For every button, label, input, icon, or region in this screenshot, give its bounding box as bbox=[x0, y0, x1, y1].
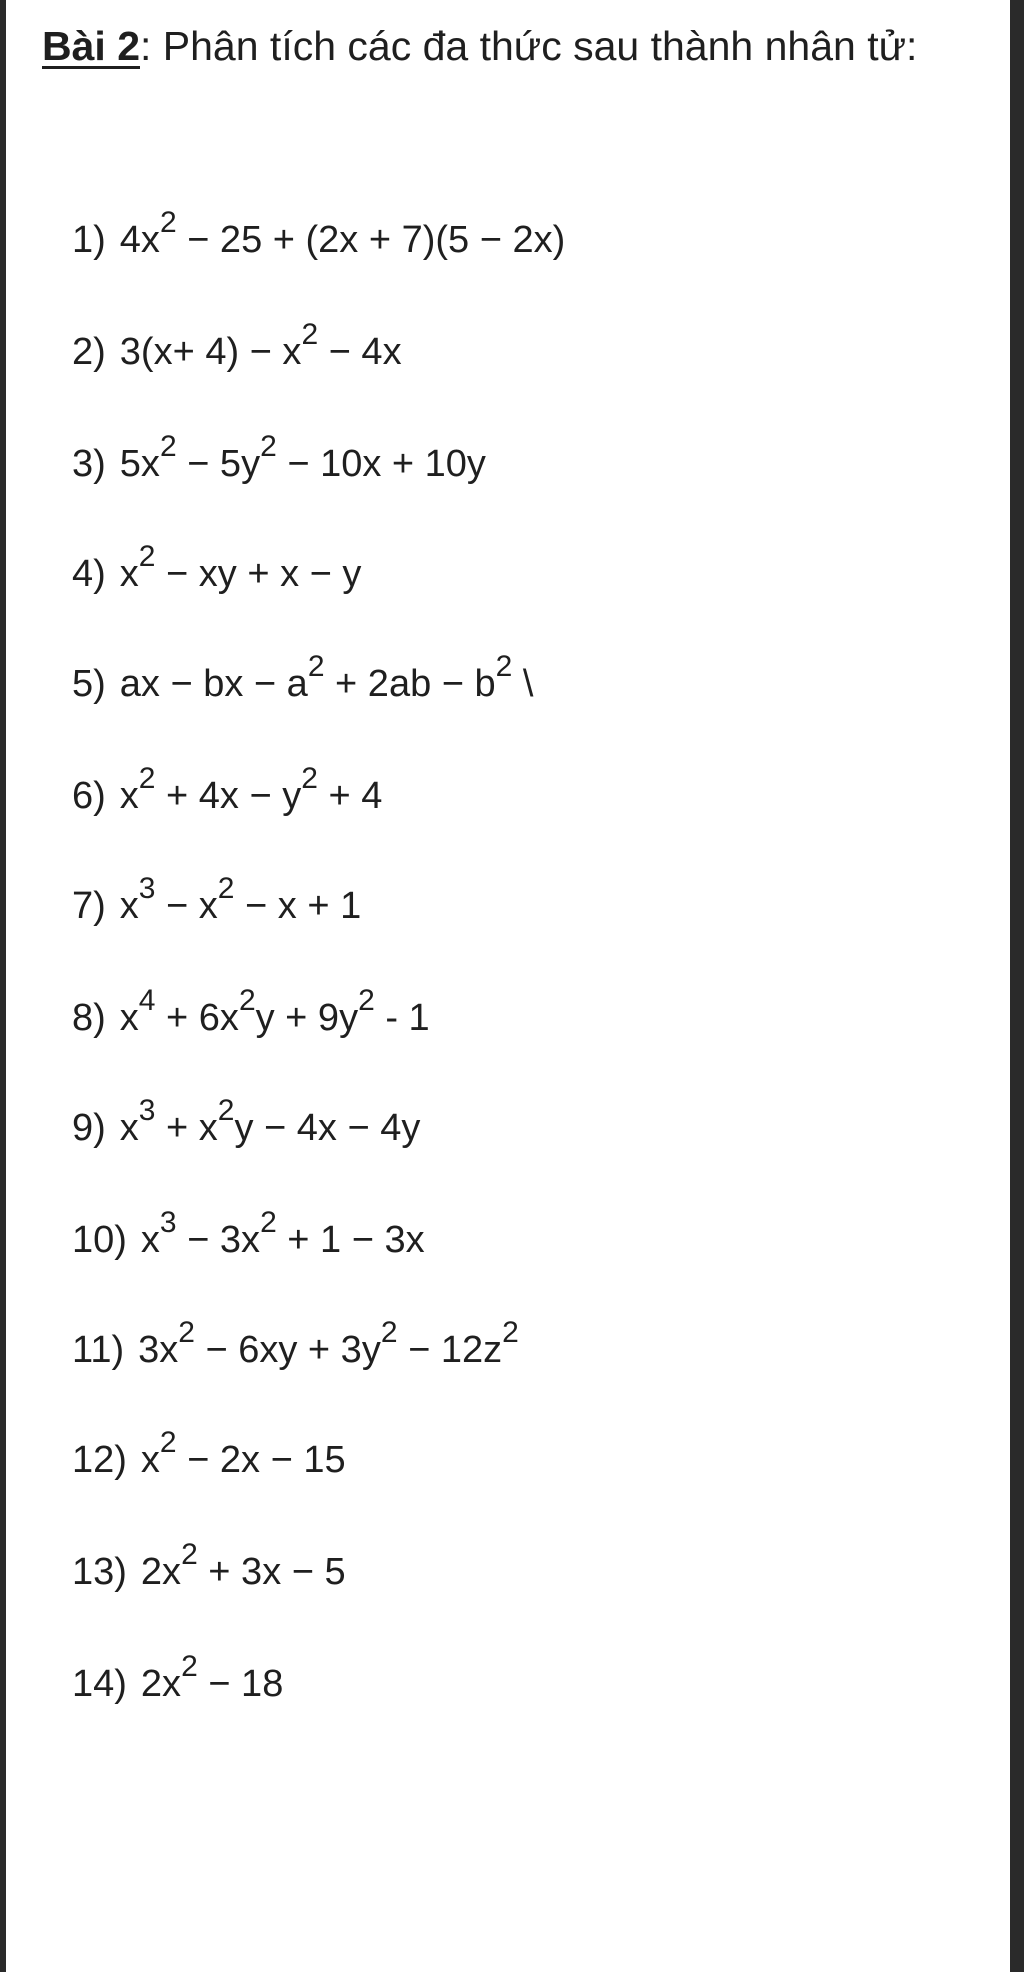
exercise-number: 6) bbox=[72, 775, 106, 817]
exercise-label: Bài 2 bbox=[42, 23, 140, 69]
exercise-expression: $x^3 - 3x^2 + 1 - 3x$ bbox=[140, 1206, 425, 1261]
exercise-number: 12) bbox=[72, 1439, 127, 1481]
exercise-number: 5) bbox=[72, 663, 106, 705]
exercise-expression: $2x^2 + 3x - 5$ bbox=[140, 1538, 346, 1593]
exercise-expression: $5x^2 - 5y^2 - 10x + 10y$ bbox=[119, 430, 486, 485]
exercise-item bbox=[72, 978, 430, 1058]
exercise-expression: $x^4 + 6x^2y + 9y^2 - 1$ bbox=[119, 984, 430, 1039]
exercise-item bbox=[72, 534, 361, 614]
exercise-expression: $x^2$ − xy + x − y bbox=[119, 540, 362, 595]
exercise-item bbox=[72, 312, 402, 392]
exercise-instruction: : Phân tích các đa thức sau thành nhân tử: bbox=[140, 23, 918, 69]
exercise-item bbox=[72, 200, 565, 280]
exercise-item bbox=[72, 1200, 425, 1280]
exercise-expression: $3x^2 - 6xy + 3y^2 - 12z^2$ bbox=[138, 1316, 519, 1371]
exercise-number: 11) bbox=[72, 1329, 125, 1371]
exercise-item bbox=[72, 756, 382, 836]
exercise-expression: $3(x+ 4) - x^2 - 4x$ bbox=[119, 318, 402, 373]
exercise-heading bbox=[42, 14, 972, 78]
exercise-item bbox=[72, 1532, 346, 1612]
exercise-number: 9) bbox=[72, 1107, 106, 1149]
exercise-number: 7) bbox=[72, 885, 106, 927]
exercise-expression: $4x^2 - 25 + (2x + 7)(5 - 2x)$ bbox=[119, 206, 566, 261]
exercise-item bbox=[72, 1420, 346, 1500]
left-border bbox=[0, 0, 6, 1972]
exercise-item bbox=[72, 1088, 420, 1168]
exercise-expression: $x^2 - 2x - 15$ bbox=[140, 1426, 346, 1481]
exercise-expression: $x^2 + 4x - y^2 + 4$ bbox=[119, 762, 383, 817]
exercise-item bbox=[72, 424, 486, 504]
exercise-item bbox=[72, 1644, 283, 1724]
exercise-number: 8) bbox=[72, 997, 106, 1039]
exercise-number: 2) bbox=[72, 331, 106, 373]
exercise-number: 14) bbox=[72, 1663, 127, 1705]
exercise-number: 4) bbox=[72, 553, 106, 595]
exercise-expression: $x^3 - x^2 - x + 1$ bbox=[119, 872, 362, 927]
exercise-item bbox=[72, 1310, 519, 1390]
exercise-item bbox=[72, 866, 361, 946]
right-border bbox=[1010, 0, 1024, 1972]
exercise-number: 10) bbox=[72, 1219, 127, 1261]
exercise-expression: $2x^2 - 18$ bbox=[140, 1650, 284, 1705]
exercise-expression: $x^3 + x^2y - 4x - 4y$ bbox=[119, 1094, 421, 1149]
exercise-expression: ax − bx − $a^2 + 2ab - b^2$ \ bbox=[119, 650, 534, 705]
exercise-number: 1) bbox=[72, 219, 106, 261]
exercise-item bbox=[72, 644, 533, 724]
exercise-number: 3) bbox=[72, 443, 106, 485]
exercise-number: 13) bbox=[72, 1551, 127, 1593]
